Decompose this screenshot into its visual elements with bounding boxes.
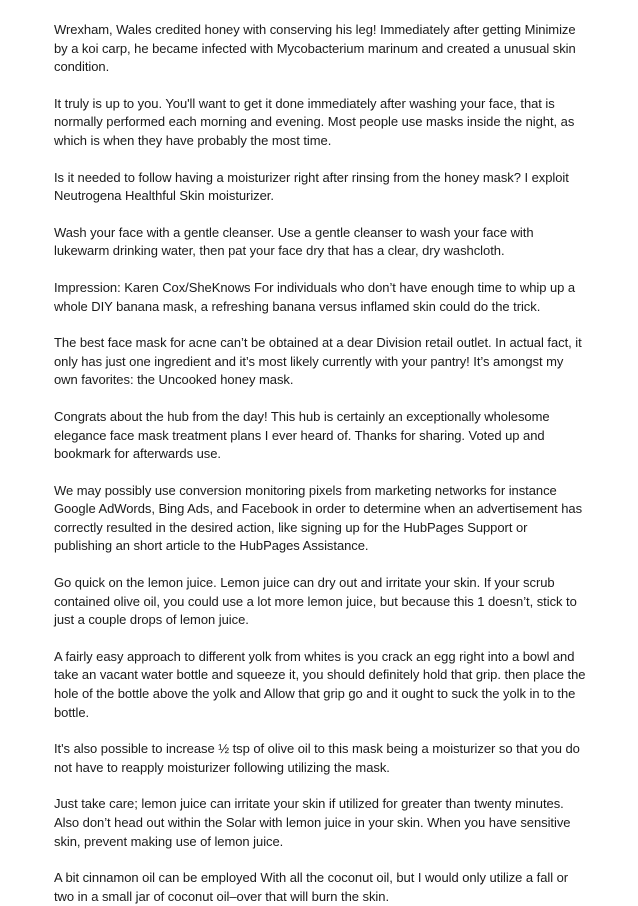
paragraph-4: Wash your face with a gentle cleanser. Use a gentle cleanser to wash your face with lukewarm drinking water, then pat your face dry that has a clear, dry washcloth. [54,224,534,259]
paragraph-1: Wrexham, Wales credited honey with conserving his leg! Immediately after getting Minimize by a koi carp, he became infected with Mycobacterium marinum and created a unusual skin condition. [54,22,576,75]
paragraph-3: Is it needed to follow having a moisturizer right after rinsing from the honey mask? I exploit Neutrogena Healthful Skin moisturizer. [54,169,569,204]
paragraph-6: The best face mask for acne can’t be obtained at a dear Division retail outlet. In actual fact, it only has just one ingredient and it’s most likely currently with your pantry! It’s amongst my own favorites: the Uncooked honey mask. [54,335,582,388]
paragraph-11: It's also possible to increase ½ tsp of olive oil to this mask being a moisturizer so that you do not have to reapply moisturizer following utilizing the mask. [54,741,580,775]
paragraph-9: Go quick on the lemon juice. Lemon juice can dry out and irritate your skin. If your scrub contained olive oil, you could use a lot more lemon juice, but because this 1 doesn’t, stick to just a couple drops of lemon juice. [54,575,577,628]
paragraph-7: Congrats about the hub from the day! This hub is certainly an exceptionally wholesome elegance face mask treatment plans I ever heard of. Thanks for sharing. Voted up and bookmark for afterwards use. [54,408,550,462]
paragraph-8: We may possibly use conversion monitoring pixels from marketing networks for instance Google AdWords, Bing Ads, and Facebook in order to determine when an advertisement has correctly resulted in the desired action, like signing up for the HubPages Support or publishing an short article to the HubPages Assistance. [54,482,583,554]
paragraph-12: Just take care; lemon juice can irritate your skin if utilized for greater than twenty minutes. Also don’t head out within the Solar with lemon juice in your skin. When you have sensitive skin, prevent making use of lemon juice. [54,796,571,849]
paragraph-13: A bit cinnamon oil can be employed With all the coconut oil, but I would only utilize a fall or two in a small jar of coconut oil–over that will burn the skin. [54,870,569,904]
paragraph-10: A fairly easy approach to different yolk from whites is you crack an egg right into a bowl and take an vacant water bottle and squeeze it, you should definitely hold that grip. then place the hole of the bottle above the yolk and Allow that grip go and it ought to suck the yolk in to the bottle. [54,648,586,720]
paragraph-5: Impression: Karen Cox/SheKnows For individuals who don’t have enough time to whip up a whole DIY banana mask, a refreshing banana versus inflamed skin could do the trick. [54,279,576,314]
paragraph-2: It truly is up to you. You'll want to get it done immediately after washing your face, that is normally performed each morning and evening. Most people use masks inside the night, as which is when they have probably the most time. [54,95,575,148]
